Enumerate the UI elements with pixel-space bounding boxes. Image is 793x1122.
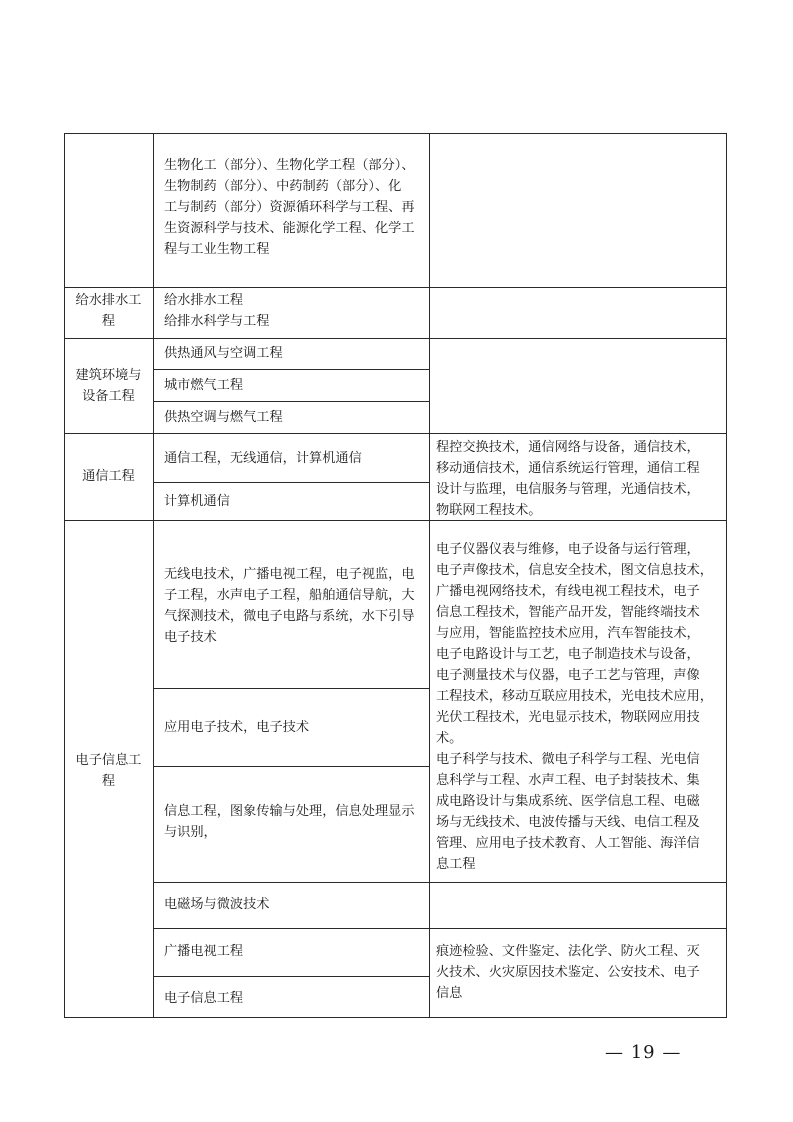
electronic-major-5: 广播电视工程 — [164, 944, 244, 959]
row-divider — [64, 433, 727, 434]
text-line: 生物化工（部分）、生物化学工程（部分）、 — [164, 158, 415, 173]
table-bottom-border — [64, 1017, 727, 1018]
telecom-related-cell — [436, 437, 700, 521]
telecom-major-2: 计算机通信 — [164, 494, 230, 509]
electronic-major-4: 电磁场与微波技术 — [164, 897, 270, 912]
building-major-2: 城市燃气工程 — [164, 378, 244, 393]
telecom-category-cell: 通信工程 — [82, 469, 135, 484]
telecom-major-1: 通信工程，无线通信，计算机通信 — [164, 451, 362, 466]
page-number: — 19 — — [605, 1042, 682, 1063]
text-line: 工程技术，移动互联应用技术，光电技术应用， — [436, 689, 713, 704]
sub-row-divider — [153, 482, 429, 483]
text-line: 光伏工程技术，光电显示技术，物联网应用技 — [436, 710, 700, 725]
text-line: 物联网工程技术。 — [436, 503, 542, 518]
text-line: 程 — [101, 314, 116, 329]
building-category-cell — [64, 365, 153, 407]
sub-row-divider — [153, 976, 429, 977]
text-line: 术。 — [436, 731, 463, 746]
text-line: 电子信息工 — [75, 753, 142, 768]
text-line: 场与无线技术、电波传播与天线、电信工程及 — [436, 815, 700, 830]
text-line: 建筑环境与 — [75, 368, 142, 383]
electronic-major-6: 电子信息工程 — [164, 991, 244, 1006]
text-line: 信息 — [436, 986, 463, 1001]
sub-row-divider — [153, 766, 429, 767]
electronic-related-cell-1 — [436, 539, 713, 875]
electronic-related-cell-3 — [436, 941, 700, 1004]
text-line: 移动通信技术，通信系统运行管理，通信工程 — [436, 461, 700, 476]
chem-majors-cell — [164, 155, 415, 260]
text-line: 信息工程技术，智能产品开发，智能终端技术 — [436, 605, 700, 620]
electronic-major-1 — [164, 564, 415, 648]
sub-row-divider — [153, 882, 727, 883]
text-line: 与应用，智能监控技术应用，汽车智能技术， — [436, 626, 700, 641]
building-major-3: 供热空调与燃气工程 — [164, 410, 283, 425]
table-right-border — [726, 133, 727, 1018]
sub-row-divider — [153, 688, 429, 689]
column-divider-2 — [429, 133, 430, 1018]
text-line: 设计与监理，电信服务与管理，光通信技术， — [436, 482, 700, 497]
row-divider — [64, 338, 727, 339]
text-line: 给水排水工 — [75, 293, 142, 308]
text-line: 子工程，水声电子工程，船舶通信导航，大 — [164, 588, 415, 603]
text-line: 程控交换技术，通信网络与设备，通信技术， — [436, 440, 700, 455]
text-line: 电子声像技术，信息安全技术，图文信息技术， — [436, 563, 713, 578]
text-line: 管理、应用电子技术教育、人工智能、海洋信 — [436, 836, 700, 851]
text-line: 给水排水工程 — [164, 293, 244, 308]
electronic-major-3 — [164, 801, 415, 843]
text-line: 无线电技术，广播电视工程，电子视监，电 — [164, 567, 415, 582]
text-line: 与识别， — [164, 825, 217, 840]
text-line: 火技术、火灾原因技术鉴定、公安技术、电子 — [436, 965, 700, 980]
text-line: 程与工业生物工程 — [164, 242, 270, 257]
text-line: 生物制药（部分）、中药制药（部分）、化 — [164, 179, 402, 194]
row-divider — [64, 287, 727, 288]
text-line: 息科学与工程、水声工程、电子封装技术、集 — [436, 773, 700, 788]
text-line: 程 — [101, 774, 116, 789]
text-line: 电子仪器仪表与维修，电子设备与运行管理， — [436, 542, 700, 557]
electronic-category-cell — [64, 750, 153, 792]
text-line: 息工程 — [436, 857, 476, 872]
text-line: 痕迹检验、文件鉴定、法化学、防火工程、灭 — [436, 944, 700, 959]
building-major-1: 供热通风与空调工程 — [164, 346, 283, 361]
water-majors-cell — [164, 290, 270, 332]
table-left-border — [64, 133, 65, 1018]
sub-row-divider — [153, 401, 429, 402]
water-category-cell — [64, 290, 153, 332]
column-divider-1 — [153, 133, 154, 1018]
text-line: 信息工程，图象传输与处理，信息处理显示 — [164, 804, 415, 819]
text-line: 电子技术 — [164, 630, 217, 645]
text-line: 电子电路设计与工艺，电子制造技术与设备， — [436, 647, 700, 662]
text-line: 气探测技术，微电子电路与系统，水下引导 — [164, 609, 415, 624]
text-line: 设备工程 — [82, 389, 135, 404]
text-line: 电子测量技术与仪器，电子工艺与管理，声像 — [436, 668, 700, 683]
table-top-border — [64, 133, 727, 134]
sub-row-divider — [153, 928, 727, 929]
text-line: 给排水科学与工程 — [164, 314, 270, 329]
majors-table — [64, 133, 727, 1018]
text-line: 电子科学与技术、微电子科学与工程、光电信 — [436, 752, 700, 767]
text-line: 广播电视网络技术，有线电视工程技术，电子 — [436, 584, 700, 599]
text-line: 生资源科学与技术、能源化学工程、化学工 — [164, 221, 415, 236]
text-line: 工与制药（部分）资源循环科学与工程、再 — [164, 200, 415, 215]
text-line: 成电路设计与集成系统、医学信息工程、电磁 — [436, 794, 700, 809]
sub-row-divider — [153, 369, 429, 370]
electronic-major-2: 应用电子技术，电子技术 — [164, 720, 310, 735]
